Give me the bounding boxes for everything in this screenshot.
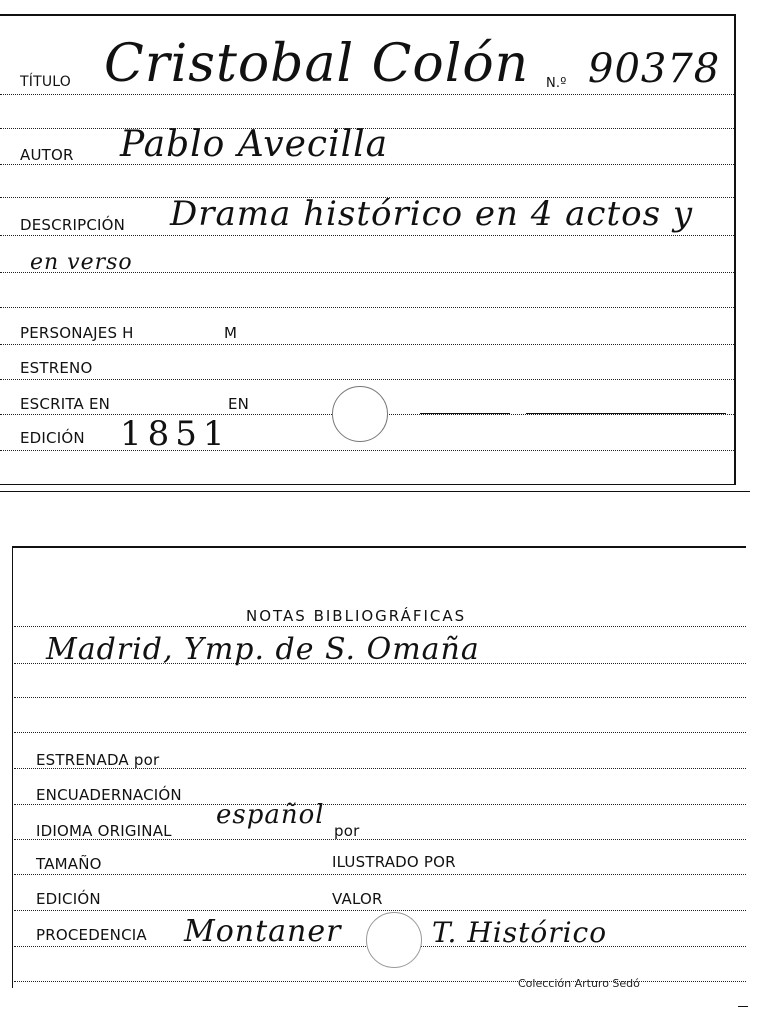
ruled-line (14, 732, 746, 733)
autor-value: Pablo Avecilla (120, 124, 389, 165)
card-right-border (734, 14, 736, 484)
ilustrado-label: ILUSTRADO POR (332, 853, 456, 871)
dash-mark (420, 413, 510, 414)
ruled-line (14, 697, 746, 698)
punch-hole (366, 912, 422, 968)
numero-value: 90378 (588, 46, 721, 92)
catalog-card-bottom (0, 540, 759, 1028)
card-top-border (0, 14, 736, 16)
card-left-border (12, 548, 13, 988)
escrita-en-label: ESCRITA EN (20, 395, 111, 413)
tamano-label: TAMAÑO (36, 855, 102, 873)
descripcion-value-2: en verso (30, 250, 133, 275)
edicion-label: EDICIÓN (20, 429, 85, 447)
idioma-label: IDIOMA ORIGINAL (36, 822, 172, 840)
titulo-label: TÍTULO (20, 74, 71, 90)
notas-heading: NOTAS BIBLIOGRÁFICAS (246, 607, 467, 625)
personajes-m-label: M (224, 324, 238, 342)
card-bottom-tick (738, 1006, 748, 1007)
card-bottom-border-outer (0, 491, 750, 492)
edicion-value: 1851 (120, 414, 231, 454)
ruled-line (14, 804, 746, 805)
ruled-line (0, 94, 734, 95)
collection-footer: Colección Arturo Sedó (518, 977, 640, 990)
estreno-label: ESTRENO (20, 359, 93, 377)
en-label: EN (228, 395, 250, 413)
descripcion-label: DESCRIPCIÓN (20, 216, 126, 234)
punch-hole (332, 386, 388, 442)
card-bottom-border (0, 484, 736, 485)
ruled-line (14, 910, 746, 911)
ruled-line (0, 235, 734, 236)
valor-label: VALOR (332, 890, 383, 908)
card-top-border (12, 546, 746, 548)
notas-value: Madrid, Ymp. de S. Omaña (46, 632, 480, 667)
catalog-card-top (0, 0, 759, 500)
estrenada-label: ESTRENADA por (36, 751, 160, 769)
ruled-line (0, 307, 734, 308)
ruled-line (0, 344, 734, 345)
autor-label: AUTOR (20, 146, 74, 164)
descripcion-value-1: Drama histórico en 4 actos y (170, 194, 694, 234)
ruled-line (14, 874, 746, 875)
procedencia-value-2: T. Histórico (432, 916, 608, 949)
ruled-line (0, 379, 734, 380)
numero-label: N.º (546, 76, 567, 91)
titulo-value: Cristobal Colón (104, 34, 530, 94)
procedencia-label: PROCEDENCIA (36, 926, 147, 944)
dash-mark (526, 413, 726, 414)
ruled-line (0, 450, 734, 451)
personajes-label: PERSONAJES H (20, 324, 134, 342)
edicion-label: EDICIÓN (36, 890, 101, 908)
idioma-por-label: por (334, 822, 360, 840)
procedencia-value-1: Montaner (184, 914, 342, 949)
ruled-line (14, 626, 746, 627)
idioma-value: español (216, 800, 325, 830)
encuadernacion-label: ENCUADERNACIÓN (36, 786, 182, 804)
